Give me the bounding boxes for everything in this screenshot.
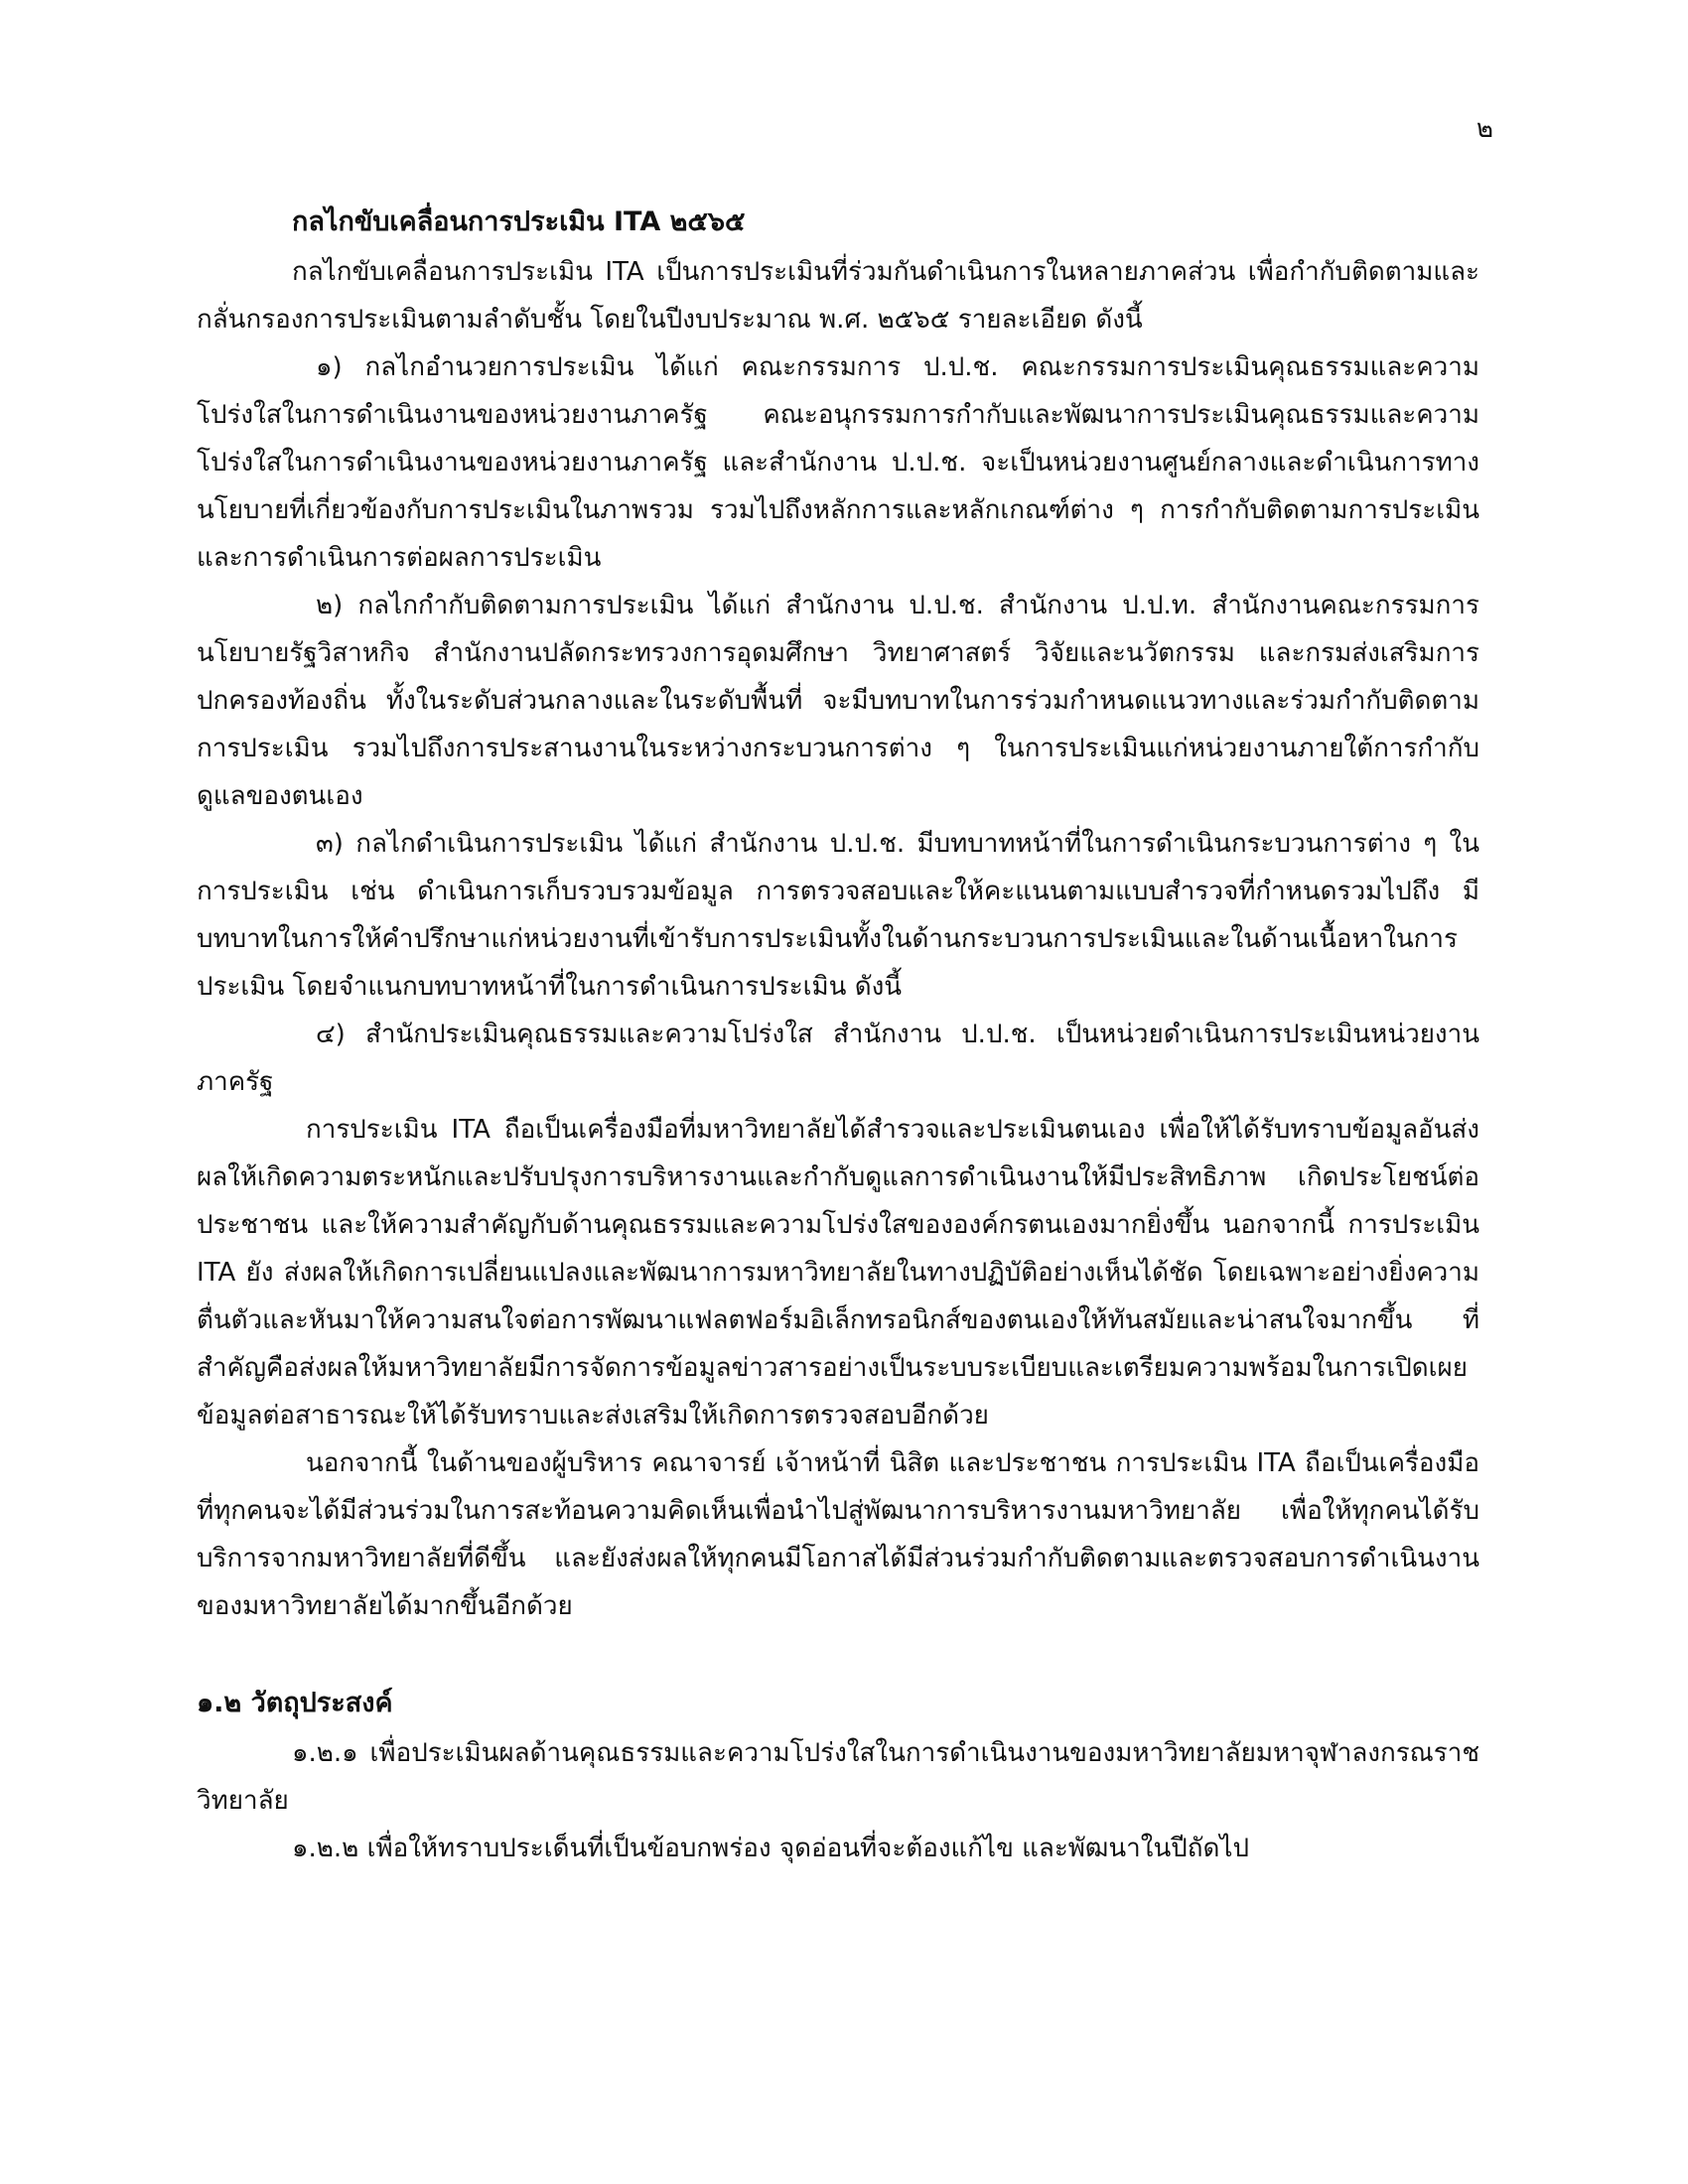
section-spacer (197, 1630, 1479, 1678)
intro-paragraph: กลไกขับเคลื่อนการประเมิน ITA เป็นการประเมินที่ร่วมกันดำเนินการในหลายภาคส่วน เพื่อกำกับติดตามและกลั่นกรองการประเมินตามลำดับชั้น โดยในปีงบประมาณ พ.ศ. ๒๕๖๕ รายละเอียด ดังนี้ (197, 257, 1479, 335)
section-heading-ita-mechanism: กลไกขับเคลื่อนการประเมิน ITA ๒๕๖๕ (292, 206, 746, 237)
objective-item-1: ๑.๒.๑ เพื่อประเมินผลด้านคุณธรรมและความโปร่งใสในการดำเนินงานของมหาวิทยาลัยมหาจุฬาลงกรณราชวิทยาลัย (197, 1738, 1479, 1816)
body-paragraph-2: นอกจากนี้ ในด้านของผู้บริหาร คณาจารย์ เจ้าหน้าที่ นิสิต และประชาชน การประเมิน ITA ถือเป็นเครื่องมือที่ทุกคนจะได้มีส่วนร่วมในการสะท้อนความคิดเห็นเพื่อนำไปสู่พัฒนาการบริหารงานมหาวิทยาลัย เพื่อให้ทุกคนได้รับบริการจากมหาวิทยาลัยที่ดีขึ้น และยังส่งผลให้ทุกคนมีโอกาสได้มีส่วนร่วมกำกับติดตามและตรวจสอบการดำเนินงานของมหาวิทยาลัยได้มากขึ้นอีกด้วย (197, 1448, 1479, 1621)
mechanism-item-3: ๓) กลไกดำเนินการประเมิน ได้แก่ สำนักงาน ป.ป.ช. มีบทบาทหน้าที่ในการดำเนินกระบวนการต่าง ๆ ในการประเมิน เช่น ดำเนินการเก็บรวบรวมข้อมูล การตรวจสอบและให้คะแนนตามแบบสำรวจที่กำหนดรวมไปถึง มีบทบาทในการให้คำปรึกษาแก่หน่วยงานที่เข้ารับการประเมินทั้งในด้านกระบวนการประเมินและในด้านเนื้อหาในการประเมิน โดยจำแนกบทบาทหน้าที่ในการดำเนินการประเมิน ดังนี้ (197, 829, 1479, 1002)
section-heading-objectives: ๑.๒ วัตถุประสงค์ (197, 1688, 393, 1718)
body-paragraph-1: การประเมิน ITA ถือเป็นเครื่องมือที่มหาวิทยาลัยได้สำรวจและประเมินตนเอง เพื่อให้ได้รับทราบข้อมูลอันส่งผลให้เกิดความตระหนักและปรับปรุงการบริหารงานและกำกับดูแลการดำเนินงานให้มีประสิทธิภาพ เกิดประโยชน์ต่อประชาชน และให้ความสำคัญกับด้านคุณธรรมและความโปร่งใสขององค์กรตนเองมากยิ่งขึ้น นอกจากนี้ การประเมิน ITA ยัง ส่งผลให้เกิดการเปลี่ยนแปลงและพัฒนาการมหาวิทยาลัยในทางปฏิบัติอย่างเห็นได้ชัด โดยเฉพาะอย่างยิ่งความตื่นตัวและหันมาให้ความสนใจต่อการพัฒนาแฟลตฟอร์มอิเล็กทรอนิกส์ของตนเองให้ทันสมัยและน่าสนใจมากขึ้น ที่สำคัญคือส่งผลให้มหาวิทยาลัยมีการจัดการข้อมูลข่าวสารอย่างเป็นระบบระเบียบและเตรียมความพร้อมในการเปิดเผยข้อมูลต่อสาธารณะให้ได้รับทราบและส่งเสริมให้เกิดการตรวจสอบอีกด้วย (197, 1115, 1479, 1431)
objective-item-2: ๑.๒.๒ เพื่อให้ทราบประเด็นที่เป็นข้อบกพร่อง จุดอ่อนที่จะต้องแก้ไข และพัฒนาในปีถัดไป (292, 1834, 1249, 1863)
mechanism-item-4: ๔) สำนักประเมินคุณธรรมและความโปร่งใส สำนักงาน ป.ป.ช. เป็นหน่วยดำเนินการประเมินหน่วยงานภาครัฐ (197, 1020, 1479, 1097)
page-number: ๒ (1476, 114, 1493, 144)
mechanism-item-2: ๒) กลไกกำกับติดตามการประเมิน ได้แก่ สำนักงาน ป.ป.ช. สำนักงาน ป.ป.ท. สำนักงานคณะกรรมการนโยบายรัฐวิสาหกิจ สำนักงานปลัดกระทรวงการอุดมศึกษา วิทยาศาสตร์ วิจัยและนวัตกรรม และกรมส่งเสริมการปกครองท้องถิ่น ทั้งในระดับส่วนกลางและในระดับพื้นที่ จะมีบทบาทในการร่วมกำหนดแนวทางและร่วมกำกับติดตามการประเมิน รวมไปถึงการประสานงานในระหว่างกระบวนการต่าง ๆ ในการประเมินแก่หน่วยงานภายใต้การกำกับดูแลของตนเอง (197, 591, 1479, 811)
mechanism-item-1: ๑) กลไกอำนวยการประเมิน ได้แก่ คณะกรรมการ ป.ป.ช. คณะกรรมการประเมินคุณธรรมและความโปร่งใสในการดำเนินงานของหน่วยงานภาครัฐ คณะอนุกรรมการกำกับและพัฒนาการประเมินคุณธรรมและความโปร่งใสในการดำเนินงานของหน่วยงานภาครัฐ และสำนักงาน ป.ป.ช. จะเป็นหน่วยงานศูนย์กลางและดำเนินการทางนโยบายที่เกี่ยวข้องกับการประเมินในภาพรวม รวมไปถึงหลักการและหลักเกณฑ์ต่าง ๆ การกำกับติดตามการประเมิน และการดำเนินการต่อผลการประเมิน (197, 352, 1479, 573)
page-content (197, 197, 1479, 1872)
